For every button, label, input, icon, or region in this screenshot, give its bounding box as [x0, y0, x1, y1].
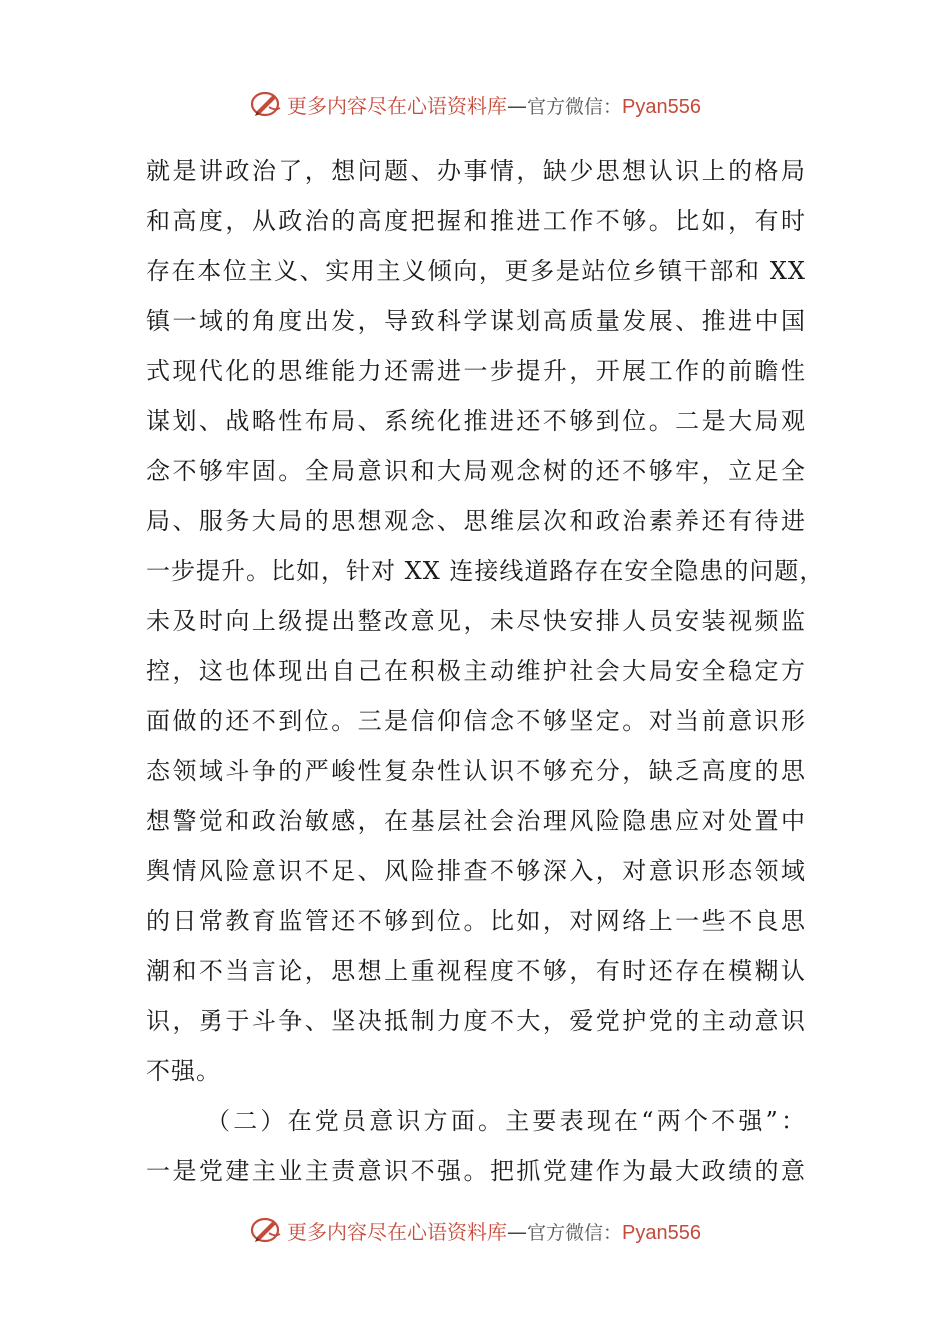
header-banner-text: [287, 90, 701, 119]
body-line: 式现代化的思维能力还需进一步提升，开展工作的前瞻性: [146, 357, 806, 385]
header-banner: [0, 84, 950, 124]
body-line: 和高度，从政治的高度把握和推进工作不够。比如，有时: [146, 207, 806, 235]
body-line: 舆情风险意识不足、风险排查不够深入，对意识形态领域: [146, 857, 806, 885]
body-line: 谋划、战略性布局、系统化推进还不够到位。二是大局观: [146, 407, 806, 435]
footer-wechat-label: 官方微信：: [527, 1221, 623, 1244]
body-line: 一是党建主业主责意识不强。把抓党建作为最大政绩的意: [146, 1157, 806, 1185]
body-line: 不强。: [146, 1057, 221, 1085]
body-line: 的日常教育监管还不够到位。比如，对网络上一些不良思: [146, 907, 806, 935]
footer-wechat-id: Pyan556: [622, 1221, 701, 1244]
body-line: 就是讲政治了，想问题、办事情，缺少思想认识上的格局: [146, 157, 806, 185]
document-body: [146, 146, 825, 1196]
body-line: 存在本位主义、实用主义倾向，更多是站位乡镇干部和 XX: [146, 257, 806, 285]
body-line: 面做的还不到位。三是信仰信念不够坚定。对当前意识形: [146, 707, 806, 735]
body-line: 态领域斗争的严峻性复杂性认识不够充分，缺乏高度的思: [146, 757, 806, 785]
body-line: 控，这也体现出自己在积极主动维护社会大局安全稳定方: [146, 657, 806, 685]
footer-separator: —: [507, 1219, 527, 1244]
header-wechat-label: 官方微信：: [527, 95, 623, 118]
footer-site-text: 更多内容尽在心语资料库: [287, 1219, 507, 1244]
body-line: 识，勇于斗争、坚决抵制力度不大，爱党护党的主动意识: [146, 1007, 806, 1035]
section-heading: （二）在党员意识方面。主要表现在“两个不强”：: [206, 1107, 806, 1135]
body-line: 未及时向上级提出整改意见，未尽快安排人员安装视频监: [146, 607, 806, 635]
body-line: 想警觉和政治敏感，在基层社会治理风险隐患应对处置中: [146, 807, 806, 835]
pen-logo-icon: [249, 1213, 283, 1247]
header-wechat-id: Pyan556: [622, 95, 701, 118]
body-line: 一步提升。比如，针对 XX 连接线道路存在安全隐患的问题，: [146, 557, 825, 585]
pen-logo-icon: [249, 87, 283, 121]
body-line: 潮和不当言论，思想上重视程度不够，有时还存在模糊认: [146, 957, 806, 985]
header-separator: —: [507, 93, 527, 118]
body-line: 镇一域的角度出发，导致科学谋划高质量发展、推进中国: [146, 307, 806, 335]
header-site-text: 更多内容尽在心语资料库: [287, 93, 507, 118]
footer-banner: [0, 1210, 950, 1250]
body-line: 局、服务大局的思想观念、思维层次和政治素养还有待进: [146, 507, 806, 535]
body-line: 念不够牢固。全局意识和大局观念树的还不够牢，立足全: [146, 457, 806, 485]
footer-banner-text: [287, 1216, 701, 1245]
